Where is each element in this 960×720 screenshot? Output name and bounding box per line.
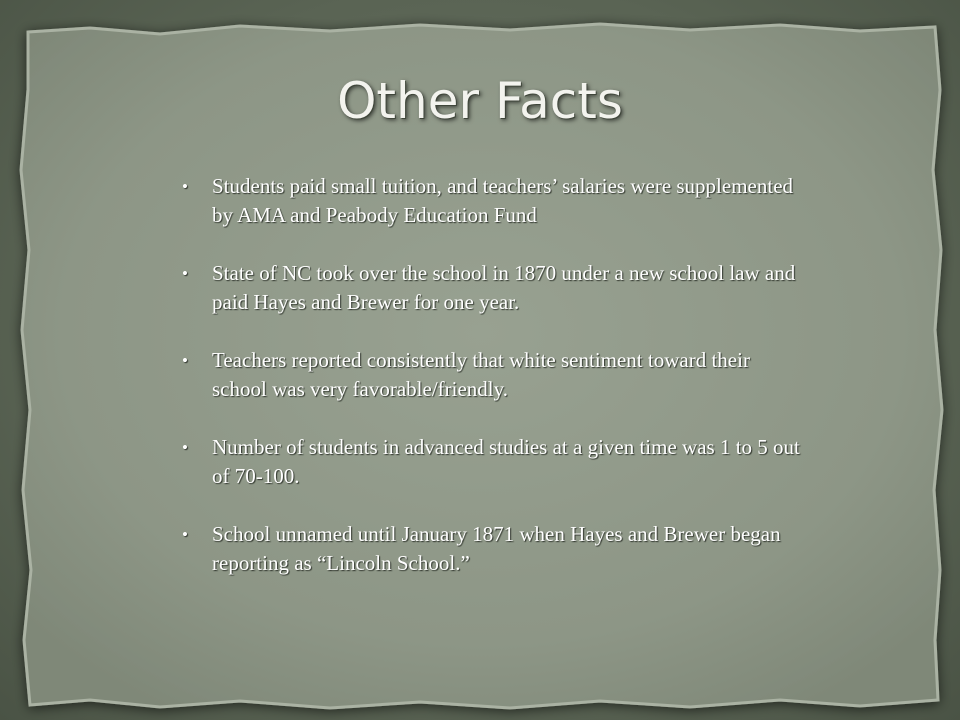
bullet-dot-icon: • [182, 264, 188, 283]
bullet-text: School unnamed until January 1871 when Hayes and Brewer began reporting as “Lincoln School.” [212, 522, 781, 575]
bullet-item [180, 433, 800, 491]
bullet-item [180, 259, 800, 317]
bullet-item [180, 346, 800, 404]
bullet-dot-icon: • [182, 525, 188, 544]
bullet-dot-icon: • [182, 351, 188, 370]
bullet-dot-icon: • [182, 438, 188, 457]
bullet-item [180, 172, 800, 230]
bullet-item [180, 520, 800, 578]
bullet-text: Teachers reported consistently that white sentiment toward their school was very favorable/friendly. [212, 348, 750, 401]
slide-title: Other Facts [337, 72, 623, 130]
bullet-text: Number of students in advanced studies at a given time was 1 to 5 out of 70-100. [212, 435, 800, 488]
bullet-text: Students paid small tuition, and teachers’ salaries were supplemented by AMA and Peabody Education Fund [212, 174, 794, 227]
bullet-text: State of NC took over the school in 1870 under a new school law and paid Hayes and Brewer for one year. [212, 261, 796, 314]
bullet-dot-icon: • [182, 177, 188, 196]
bullet-list [180, 172, 800, 607]
